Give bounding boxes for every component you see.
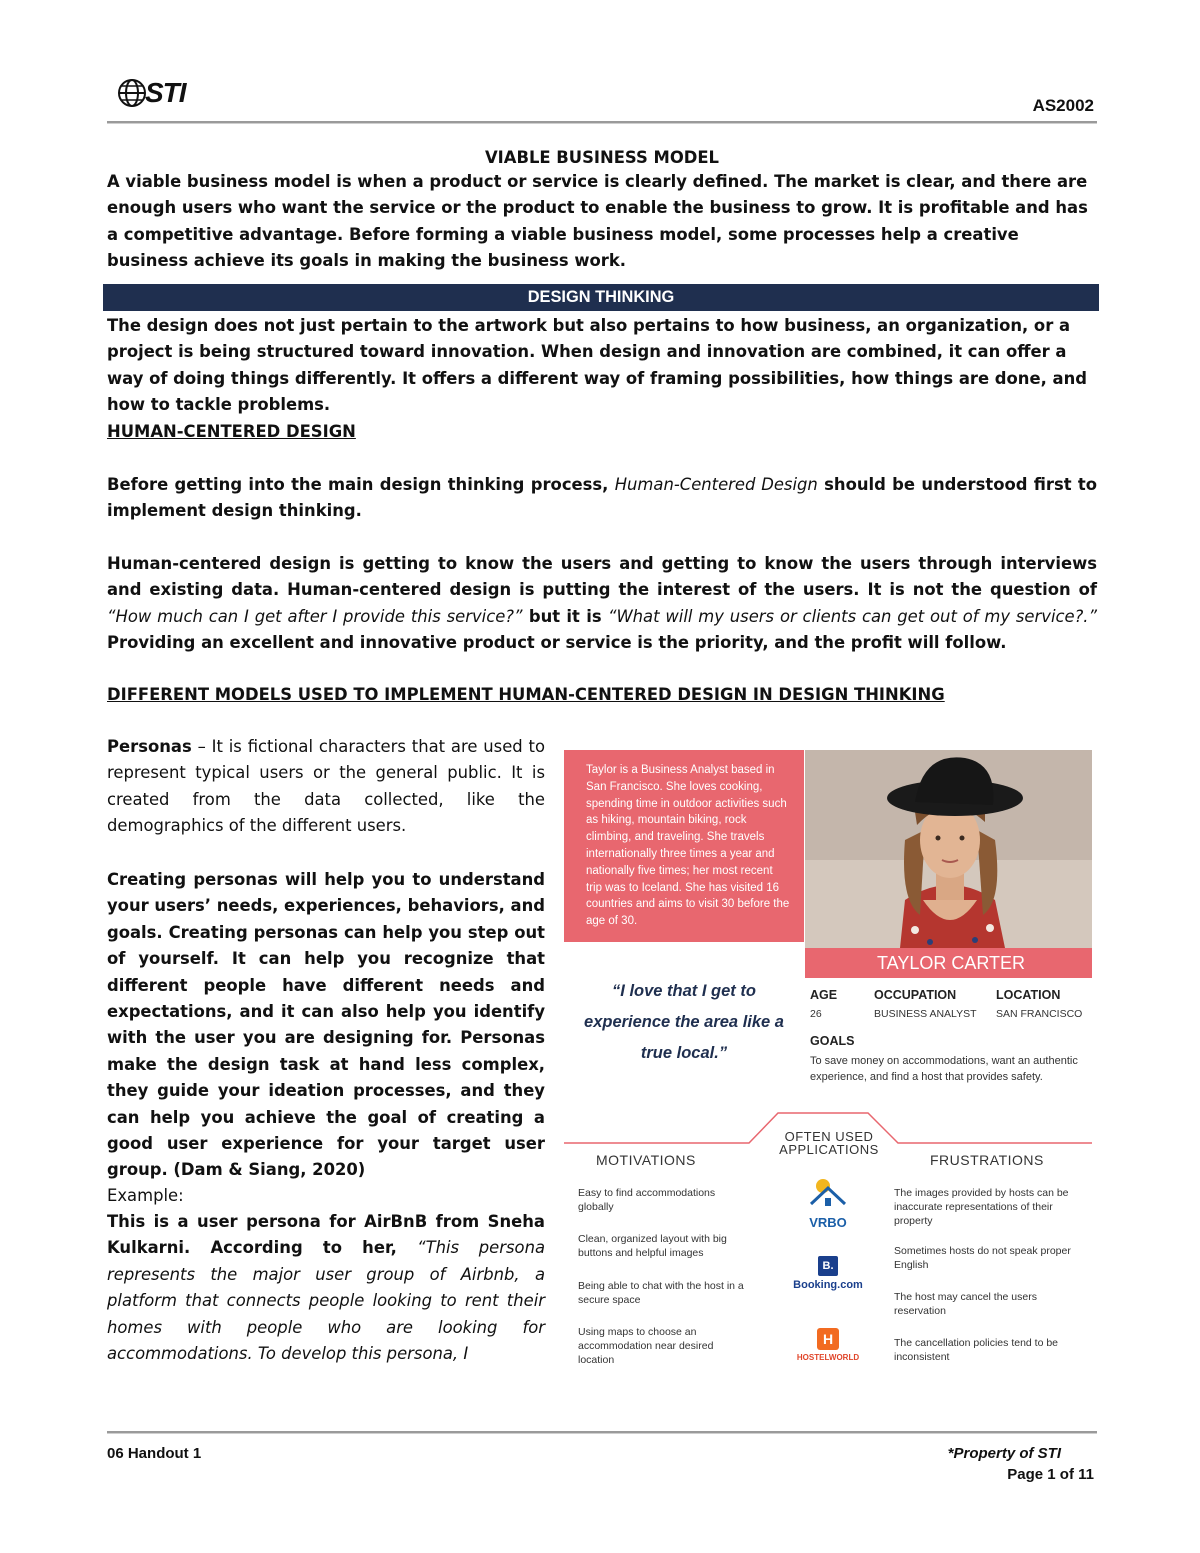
persona-image <box>564 750 1092 1380</box>
text-run: but it is <box>522 606 608 626</box>
frustration-item: The host may cancel the users reservation <box>894 1291 1037 1317</box>
occupation-value: BUSINESS ANALYST <box>874 1008 977 1020</box>
sti-logo <box>117 78 186 108</box>
header-rule <box>107 121 1097 124</box>
location-value: SAN FRANCISCO <box>996 1008 1083 1020</box>
text-run: – It is fictional characters that are used to represent typical users or the general public. It is created from the data collected, like the demographics of the different users. <box>107 737 545 836</box>
persona-name: TAYLOR CARTER <box>805 948 1092 978</box>
house-sun-icon <box>803 1174 853 1210</box>
vrbo-logo <box>796 1174 860 1230</box>
text-run: Before getting into the main design thinking process, <box>107 475 615 494</box>
text-run: Providing an excellent and innovative product or service is the priority, and the profit will follow. <box>107 633 1007 653</box>
motivation-item: Easy to find accommodations globally <box>578 1187 716 1213</box>
vrbo-text: VRBO <box>809 1215 847 1230</box>
text-run: This is a user persona for AirBnB from Sneha Kulkarni. According to her, <box>107 1212 545 1258</box>
text-run-italic: Human-Centered Design <box>614 475 818 494</box>
text-run: should be understood first to implement design thinking. <box>107 475 1098 521</box>
persona-quote: “I love that I get to experience the area like a true local.” <box>584 982 784 1062</box>
hcd-paragraph-1 <box>107 472 1097 525</box>
course-code: AS2002 <box>1032 96 1094 115</box>
handout-label: 06 Handout 1 <box>107 1445 202 1462</box>
example-label: Example: <box>107 1186 184 1205</box>
example-paragraph <box>107 1209 545 1367</box>
models-heading: DIFFERENT MODELS USED TO IMPLEMENT HUMAN-CENTERED DESIGN IN DESIGN THINKING <box>107 685 945 704</box>
frustration-item: The images provided by hosts can be inaccurate representations of their property <box>894 1187 1069 1227</box>
hcd-heading: HUMAN-CENTERED DESIGN <box>107 422 356 441</box>
viable-paragraph: A viable business model is when a product or service is clearly defined. The market is clear, and there are enough users who want the service or the product to enable the business to grow. It is profitable and has a competitive advantage. Before forming a viable business model, some processes help a creative business achieve its goals in making the business work. <box>107 172 1088 271</box>
persona-bio: Taylor is a Business Analyst based in San Francisco. She loves cooking, spending time in outdoor activities such as hiking, mountain biking, rock climbing, and traveling. She travels internationally three times a year and nationally five times; her most recent trip was to Iceland. She has visited 16 countries and aims to visit 30 before the age of 30. <box>564 750 804 942</box>
personas-paragraph: Creating personas will help you to understand your users’ needs, experiences, behaviors, and goals. Creating personas can help you step out of yourself. It can help you recognize that different people have different needs and expectations, and it can also help you identify with the user you are designing for. Personas make the design task at hand less complex, they guide your ideation processes, and they can help you achieve the goal of creating a good user experience for your target user group. (Dam & Siang, 2020) <box>107 870 545 1180</box>
hostelworld-logo <box>786 1328 870 1362</box>
viable-title: VIABLE BUSINESS MODEL <box>485 148 719 167</box>
text-run-italic: “How much can I get after I provide this service?” <box>107 606 523 626</box>
hcd-paragraph-2 <box>107 551 1097 657</box>
booking-text: Booking.com <box>793 1279 863 1291</box>
woman-portrait-icon <box>805 750 1092 948</box>
booking-b-icon: B. <box>818 1256 838 1276</box>
goals-label: GOALS <box>810 1034 855 1048</box>
occupation-label: OCCUPATION <box>874 988 957 1002</box>
motivation-item: Clean, organized layout with big buttons and helpful images <box>578 1233 727 1259</box>
text-run: Human-centered design is getting to know the users and getting to know the users through interviews and existing data. Human-centered design is putting the interest of the users. It is not the question of <box>107 554 1097 600</box>
page-number: Page 1 of 11 <box>1007 1466 1094 1483</box>
motivation-item: Using maps to choose an accommodation near desired location <box>578 1326 714 1366</box>
age-label: AGE <box>810 988 838 1002</box>
logo-text: STI <box>145 77 186 108</box>
location-label: LOCATION <box>996 988 1061 1002</box>
frustration-item: Sometimes hosts do not speak proper English <box>894 1245 1071 1271</box>
persona-photo <box>805 750 1092 948</box>
text-run-italic: “This persona represents the major user group of Airbnb, a platform that connects people looking to rent their homes with people who are looking for accommodations. To develop this persona, I <box>107 1238 545 1364</box>
text-run-italic: “What will my users or clients can get out of my service?.” <box>607 606 1098 626</box>
design-paragraph: The design does not just pertain to the artwork but also pertains to how business, an organization, or a project is being structured toward innovation. When design and innovation are combined, it can offer a way of doing things differently. It offers a different way of framing possibilities, how things are done, and how to tackle problems. <box>107 316 1087 415</box>
design-thinking-bar: DESIGN THINKING <box>103 284 1099 311</box>
property-label: *Property of STI <box>947 1445 1061 1462</box>
motivation-item: Being able to chat with the host in a secure space <box>578 1280 744 1306</box>
personas-term: Personas <box>107 737 192 756</box>
hostelworld-h-icon: H <box>817 1328 839 1350</box>
frustration-item: The cancellation policies tend to be inconsistent <box>894 1337 1059 1363</box>
footer-rule <box>107 1431 1097 1434</box>
goals-text: To save money on accommodations, want an authentic experience, and find a host that provides safety. <box>810 1055 1078 1083</box>
frustrations-label: FRUSTRATIONS <box>930 1152 1044 1168</box>
motivations-label: MOTIVATIONS <box>596 1152 696 1168</box>
hostelworld-text: HOSTELWORLD <box>796 1353 860 1362</box>
personas-definition <box>107 734 545 840</box>
age-value: 26 <box>810 1008 822 1020</box>
booking-logo <box>790 1256 866 1291</box>
often-used-label: OFTEN USED APPLICATIONS <box>779 1129 879 1157</box>
globe-icon <box>117 78 147 108</box>
